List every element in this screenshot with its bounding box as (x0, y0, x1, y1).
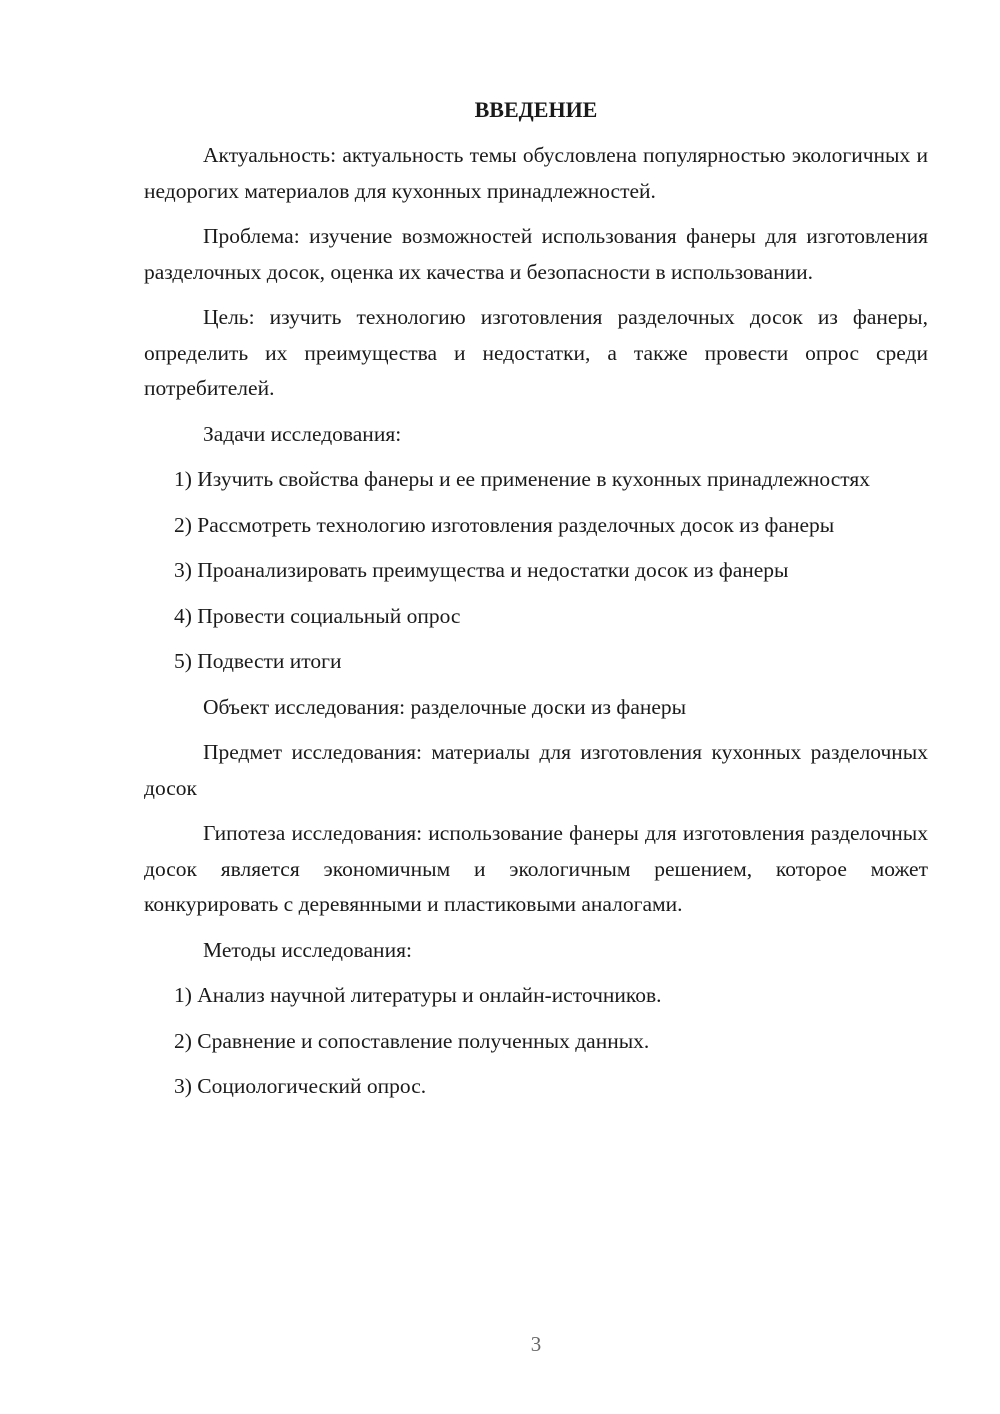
subject-paragraph: Предмет исследования: материалы для изготовления кухонных разделочных досок (144, 740, 928, 800)
methods-heading: Методы исследования: (203, 937, 412, 962)
task-item: 5) Подвести итоги (174, 649, 342, 673)
task-item: 3) Проанализировать преимущества и недостатки досок из фанеры (174, 558, 789, 582)
page-number: 3 (530, 1332, 542, 1356)
object-paragraph: Объект исследования: разделочные доски из фанеры (203, 694, 687, 719)
task-item: 1) Изучить свойства фанеры и ее применение в кухонных принадлежностях (174, 467, 870, 491)
relevance-paragraph: Актуальность: актуальность темы обусловлена популярностью экологичных и недорогих материалов для кухонных принадлежностей. (144, 143, 928, 203)
task-item: 4) Провести социальный опрос (174, 603, 461, 628)
tasks-heading: Задачи исследования: (203, 421, 402, 446)
method-item: 2) Сравнение и сопоставление полученных данных. (174, 1028, 650, 1053)
goal-paragraph: Цель: изучить технологию изготовления разделочных досок из фанеры, определить их преимущества и недостатки, а также провести опрос среди потребителей. (144, 305, 928, 400)
document-page (144, 92, 928, 1105)
task-item: 2) Рассмотреть технологию изготовления разделочных досок из фанеры (174, 512, 835, 537)
method-item: 1) Анализ научной литературы и онлайн-источников. (174, 983, 662, 1007)
method-item: 3) Социологический опрос. (174, 1074, 427, 1098)
page-title: ВВЕДЕНИЕ (474, 97, 598, 122)
problem-paragraph: Проблема: изучение возможностей использования фанеры для изготовления разделочных досок, оценка их качества и безопасности в использовании. (144, 224, 928, 284)
hypothesis-paragraph: Гипотеза исследования: использование фанеры для изготовления разделочных досок является экономичным и экологичным решением, которое может конкурировать с деревянными и пластиковыми аналогами. (144, 821, 928, 916)
